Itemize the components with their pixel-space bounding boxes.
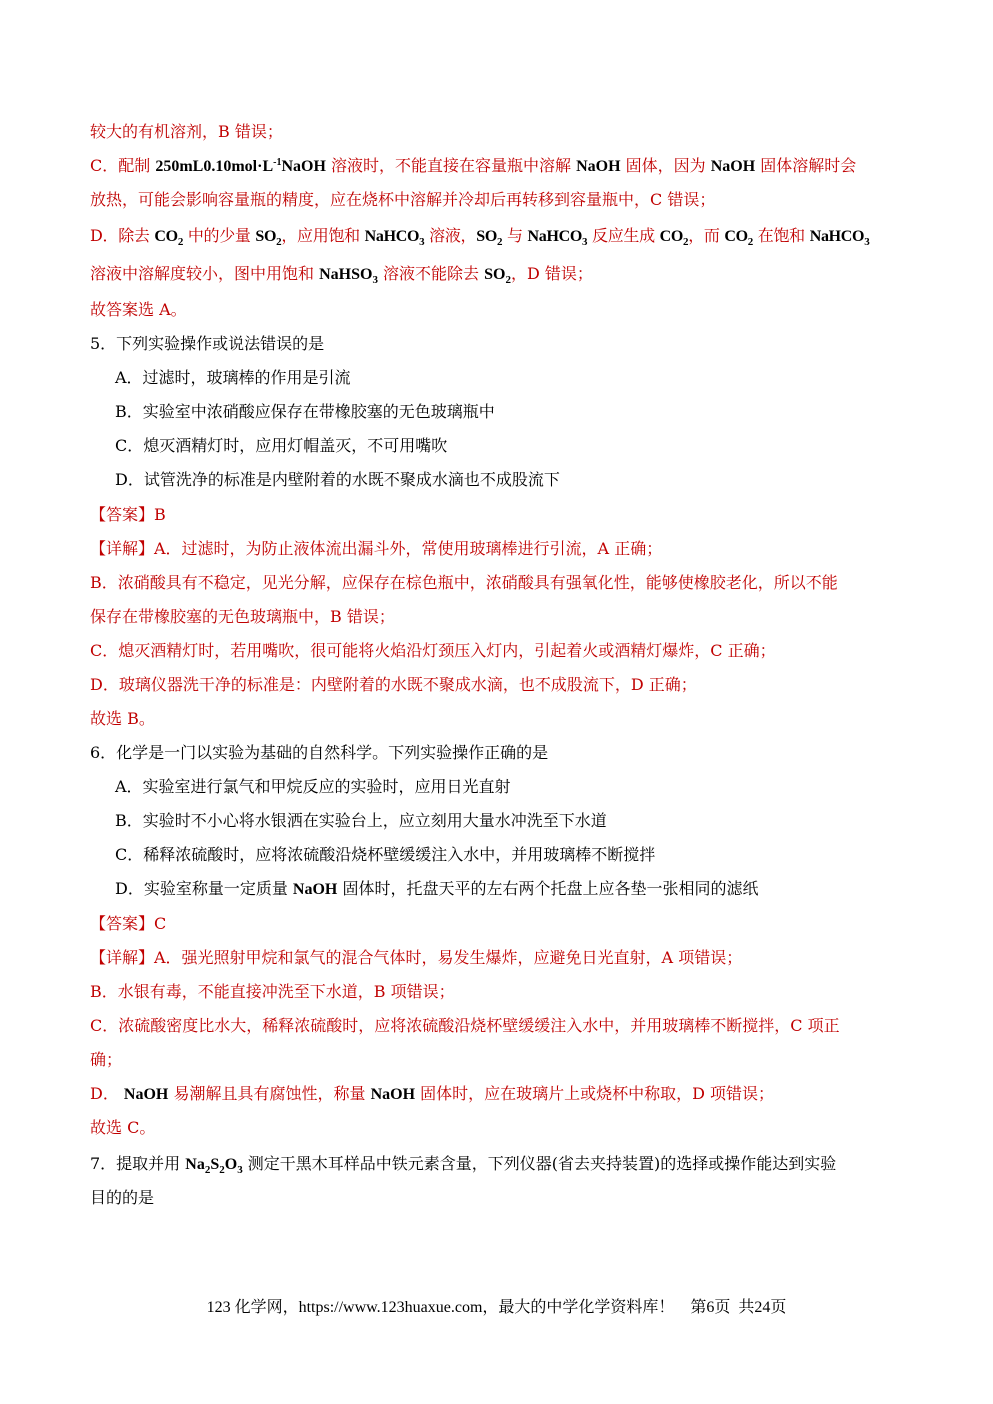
answer: 【答案】C — [90, 914, 167, 933]
option-d: D．试管洗净的标准是内壁附着的水既不聚成水滴也不成股流下 — [115, 470, 560, 489]
explanation-line: C．浓硫酸密度比水大，稀释浓硫酸时，应将浓硫酸沿烧杯壁缓缓注入水中，并用玻璃棒不断搅拌，C 项正 — [90, 1016, 840, 1035]
explanation-line: B．浓硝酸具有不稳定，见光分解，应保存在棕色瓶中，浓硝酸具有强氧化性，能够使橡胶老化，所以不能 — [90, 573, 838, 592]
text-line: C．配制 $250mL0.10mol\cdot L^{-1}NaOH$ 溶液时，不能直接在容量瓶中溶解 NaOH 固体，因为 NaOH 固体溶解时会 — [90, 156, 857, 175]
option-a: A．实验室进行氯气和甲烷反应的实验时，应用日光直射 — [115, 777, 511, 796]
question-7: 7．提取并用 $Na_2S_2O_3$ 测定干黑木耳样品中铁元素含量，下列仪器(省去夹持装置)的选择或操作能达到实验 — [90, 1154, 837, 1176]
question-5: 5．下列实验操作或说法错误的是 — [90, 334, 325, 353]
option-b: B．实验室中浓硝酸应保存在带橡胶塞的无色玻璃瓶中 — [115, 402, 495, 421]
explanation-line: D． NaOH 易潮解且具有腐蚀性，称量 NaOH 固体时，应在玻璃片上或烧杯中称取，D 项错误； — [90, 1084, 775, 1103]
explanation-line: 【详解】A．过滤时，为防止液体流出漏斗外，常使用玻璃棒进行引流，A 正确； — [90, 539, 663, 558]
option-b: B．实验时不小心将水银洒在实验台上，应立刻用大量水冲洗至下水道 — [115, 811, 607, 830]
question-6: 6．化学是一门以实验为基础的自然科学。下列实验操作正确的是 — [90, 743, 549, 762]
text-line: 故答案选 A。 — [90, 300, 187, 319]
answer: 【答案】B — [90, 505, 166, 524]
option-a: A．过滤时，玻璃棒的作用是引流 — [115, 368, 351, 387]
question-7-cont: 目的的是 — [90, 1188, 155, 1207]
explanation-line: 故选 C。 — [90, 1118, 156, 1137]
text-line: 放热，可能会影响容量瓶的精度，应在烧杯中溶解并冷却后再转移到容量瓶中，C 错误； — [90, 190, 716, 209]
option-d: D．实验室称量一定质量 NaOH 固体时，托盘天平的左右两个托盘上应各垫一张相同的滤纸 — [115, 879, 759, 898]
explanation-line: C．熄灭酒精灯时，若用嘴吹，很可能将火焰沿灯颈压入灯内，引起着火或酒精灯爆炸，C 正确； — [90, 641, 776, 660]
text-line: 较大的有机溶剂，B 错误； — [90, 122, 283, 141]
explanation-line: 【详解】A．强光照射甲烷和氯气的混合气体时，易发生爆炸，应避免日光直射，A 项错误； — [90, 948, 743, 967]
explanation-line: 保存在带橡胶塞的无色玻璃瓶中，B 错误； — [90, 607, 395, 626]
explanation-line: 故选 B。 — [90, 709, 155, 728]
text-line: D．除去 $CO_2$ 中的少量 $SO_2$，应用饱和 NaHCO$_3$ 溶液，$SO_2$ 与 NaHCO$_3$ 反应生成 $CO_2$，而 $CO_2$ 在饱和 NaHCO$_3$ — [90, 226, 870, 248]
page-footer: 123 化学网，https://www.123huaxue.com，最大的中学化学资料库！ 第6页 共24页 — [206, 1299, 787, 1316]
option-c: C．熄灭酒精灯时，应用灯帽盖灭，不可用嘴吹 — [115, 436, 448, 455]
explanation-line: B．水银有毒，不能直接冲洗至下水道，B 项错误； — [90, 982, 455, 1001]
explanation-line: 确； — [90, 1050, 123, 1069]
option-c: C．稀释浓硫酸时，应将浓硫酸沿烧杯壁缓缓注入水中，并用玻璃棒不断搅拌 — [115, 845, 656, 864]
explanation-line: D．玻璃仪器洗干净的标准是：内壁附着的水既不聚成水滴，也不成股流下，D 正确； — [90, 675, 697, 694]
text-line: 溶液中溶解度较小，图中用饱和 NaHSO$_3$ 溶液不能除去 $SO_2$，D 错误； — [90, 264, 593, 286]
